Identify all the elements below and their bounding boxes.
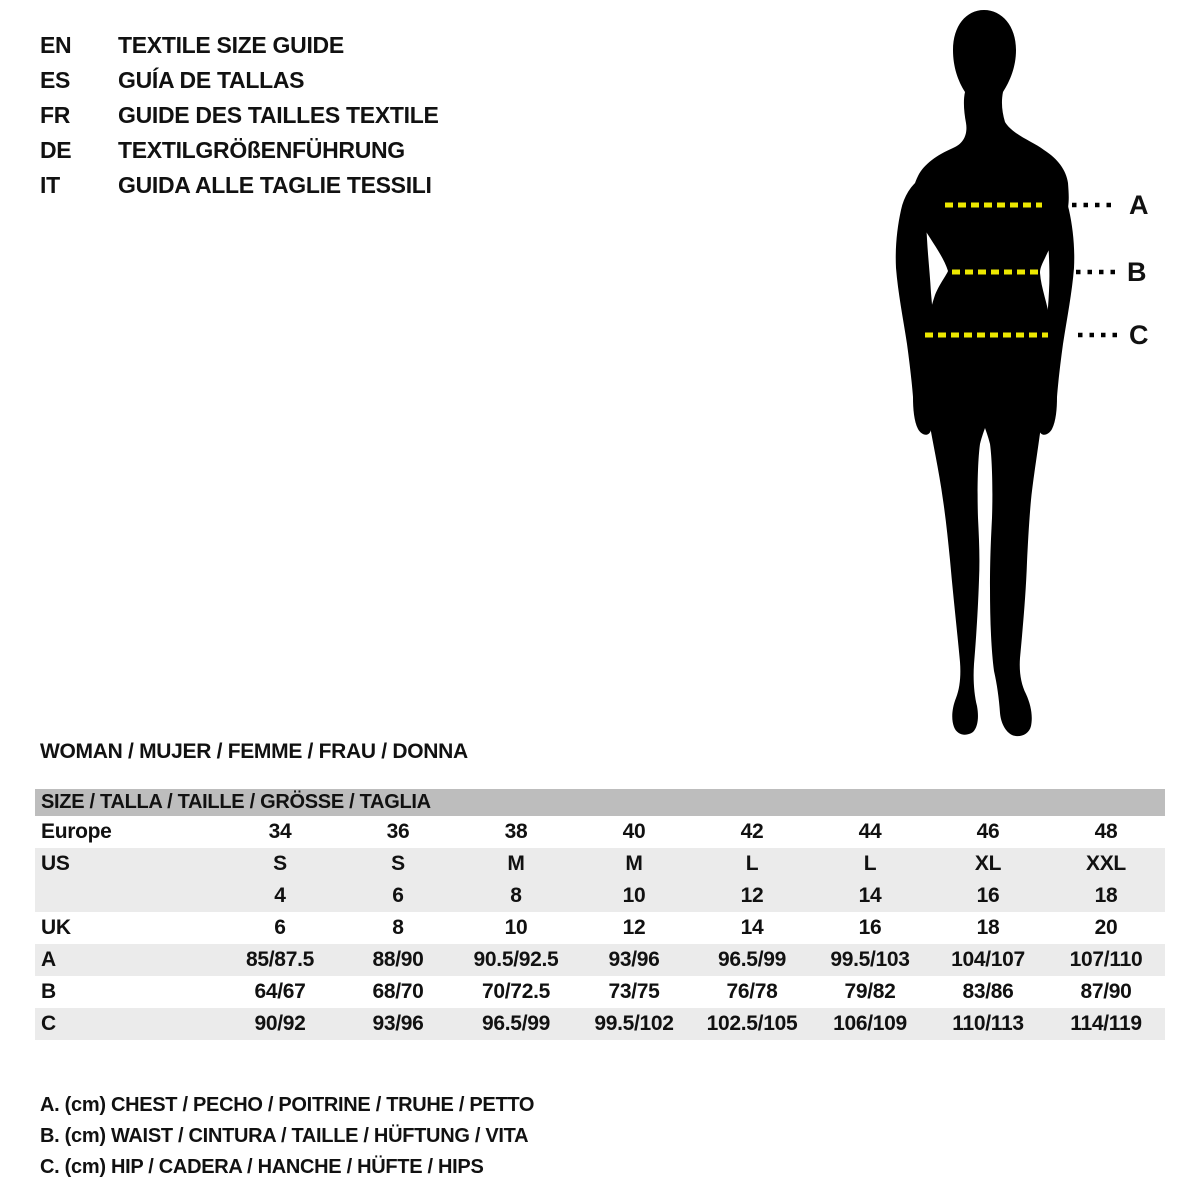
size-cell: 104/107 <box>951 948 1025 971</box>
section-title-woman: WOMAN / MUJER / FEMME / FRAU / DONNA <box>40 740 468 763</box>
size-cell: 107/110 <box>1069 948 1143 971</box>
language-row <box>40 28 439 63</box>
size-cell: 83/86 <box>962 980 1014 1003</box>
row-label: UK <box>41 916 71 939</box>
language-title-list <box>40 28 439 203</box>
size-cell: 18 <box>1094 884 1118 907</box>
size-cell: 4 <box>274 884 286 907</box>
size-cell: 48 <box>1094 820 1118 843</box>
size-cell: 93/96 <box>608 948 660 971</box>
size-cell: 46 <box>976 820 1000 843</box>
table-row <box>35 848 1165 880</box>
size-cell: 12 <box>622 916 646 939</box>
size-cell: 6 <box>274 916 286 939</box>
size-cell: S <box>273 852 287 875</box>
size-cell: 40 <box>622 820 646 843</box>
marker-label-hip: C <box>1129 320 1149 350</box>
table-row <box>35 912 1165 944</box>
size-cell: 96.5/99 <box>718 948 786 971</box>
language-code: EN <box>40 32 72 58</box>
language-code: DE <box>40 137 72 163</box>
size-cell: 73/75 <box>608 980 660 1003</box>
language-title: GUIDA ALLE TAGLIE TESSILI <box>118 172 432 198</box>
size-cell: 76/78 <box>726 980 778 1003</box>
size-cell: 70/72.5 <box>482 980 550 1003</box>
size-cell: 20 <box>1094 916 1118 939</box>
measurement-legend <box>40 1090 534 1183</box>
size-cell: L <box>745 852 759 875</box>
size-cell: 16 <box>976 884 1000 907</box>
size-cell: 99.5/102 <box>594 1012 674 1035</box>
row-label: C <box>41 1012 56 1035</box>
table-row <box>35 976 1165 1008</box>
size-table-header: SIZE / TALLA / TAILLE / GRÖSSE / TAGLIA <box>35 789 1165 816</box>
woman-silhouette-figure <box>880 0 1200 760</box>
language-code: FR <box>40 102 71 128</box>
size-cell: M <box>625 852 643 875</box>
marker-label-chest: A <box>1129 190 1149 220</box>
size-cell: 96.5/99 <box>482 1012 550 1035</box>
size-cell: M <box>507 852 525 875</box>
size-cell: 90.5/92.5 <box>473 948 559 971</box>
row-label: US <box>41 852 70 875</box>
table-row <box>35 944 1165 976</box>
table-row <box>35 1008 1165 1040</box>
size-cell: 42 <box>740 820 764 843</box>
size-cell: 18 <box>976 916 1000 939</box>
row-label: B <box>41 980 56 1003</box>
size-cell: 102.5/105 <box>706 1012 798 1035</box>
size-cell: 14 <box>858 884 882 907</box>
language-row <box>40 63 439 98</box>
language-code: ES <box>40 67 71 93</box>
size-cell: 114/119 <box>1070 1012 1142 1035</box>
language-title: GUÍA DE TALLAS <box>118 67 305 93</box>
size-cell: XL <box>974 852 1002 875</box>
size-cell: XXL <box>1086 852 1126 875</box>
size-cell: 87/90 <box>1080 980 1132 1003</box>
size-cell: 88/90 <box>372 948 424 971</box>
size-cell: 99.5/103 <box>830 948 910 971</box>
size-cell: 44 <box>858 820 882 843</box>
size-cell: 14 <box>740 916 764 939</box>
legend-row: C. (cm) HIP / CADERA / HANCHE / HÜFTE / HIPS <box>40 1156 484 1178</box>
row-label: A <box>41 948 56 971</box>
size-cell: 64/67 <box>254 980 306 1003</box>
size-cell: 16 <box>858 916 882 939</box>
size-cell: 6 <box>392 884 404 907</box>
language-row <box>40 98 439 133</box>
size-cell: 12 <box>740 884 764 907</box>
size-cell: 8 <box>392 916 404 939</box>
legend-row: B. (cm) WAIST / CINTURA / TAILLE / HÜFTUNG / VITA <box>40 1125 529 1147</box>
size-cell: 110/113 <box>952 1012 1024 1035</box>
size-table <box>35 789 1165 1040</box>
size-cell: 90/92 <box>254 1012 306 1035</box>
size-cell: 8 <box>510 884 522 907</box>
size-cell: 10 <box>622 884 646 907</box>
size-cell: 85/87.5 <box>246 948 314 971</box>
size-cell: 34 <box>268 820 292 843</box>
size-cell: 93/96 <box>372 1012 424 1035</box>
size-cell: L <box>863 852 877 875</box>
language-row <box>40 133 439 168</box>
size-cell: 38 <box>504 820 528 843</box>
language-title: GUIDE DES TAILLES TEXTILE <box>118 102 439 128</box>
language-title: TEXTILGRÖßENFÜHRUNG <box>118 137 405 163</box>
table-row <box>35 880 1165 912</box>
language-code: IT <box>40 172 60 198</box>
table-row <box>35 816 1165 848</box>
size-cell: 106/109 <box>833 1012 907 1035</box>
language-title: TEXTILE SIZE GUIDE <box>118 32 344 58</box>
row-label: Europe <box>41 820 112 843</box>
size-cell: 36 <box>386 820 410 843</box>
size-cell: 68/70 <box>372 980 424 1003</box>
size-cell: 10 <box>504 916 528 939</box>
size-table-body <box>35 816 1165 1040</box>
legend-row: A. (cm) CHEST / PECHO / POITRINE / TRUHE / PETTO <box>40 1094 535 1116</box>
language-row <box>40 168 439 203</box>
marker-label-waist: B <box>1127 257 1147 287</box>
size-cell: S <box>391 852 405 875</box>
size-cell: 79/82 <box>844 980 896 1003</box>
